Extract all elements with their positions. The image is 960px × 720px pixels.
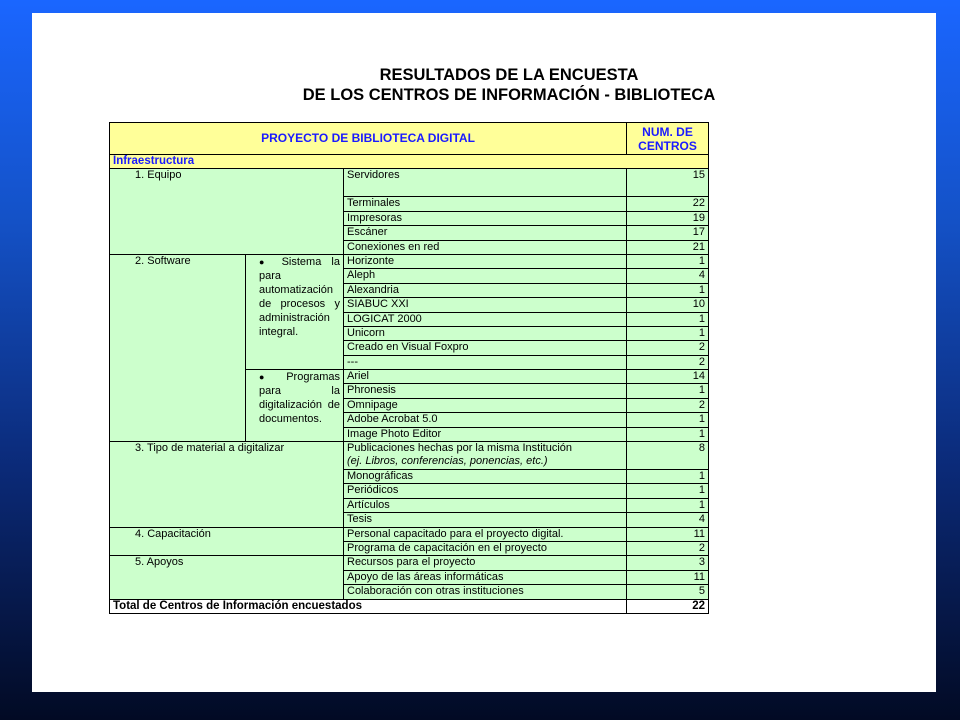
item-cell: Recursos para el proyecto (344, 556, 627, 570)
item-cell: Monográficas (344, 470, 627, 484)
table-row (110, 254, 709, 268)
count-cell: 19 (627, 211, 709, 225)
section-row (110, 155, 709, 169)
count-cell: 1 (627, 413, 709, 427)
total-label: Total de Centros de Información encuestados (110, 599, 627, 613)
item-cell: Apoyo de las áreas informáticas (344, 570, 627, 584)
item-cell: Programa de capacitación en el proyecto (344, 541, 627, 555)
title-line-1: RESULTADOS DE LA ENCUESTA (379, 66, 639, 84)
category-software: 2. Software (110, 254, 246, 441)
count-cell: 2 (627, 341, 709, 355)
count-cell: 14 (627, 370, 709, 384)
item-cell: Adobe Acrobat 5.0 (344, 413, 627, 427)
item-cell: Alexandria (344, 283, 627, 297)
survey-table (109, 122, 709, 614)
table-row (110, 527, 709, 541)
item-cell: Personal capacitado para el proyecto digital. (344, 527, 627, 541)
count-cell: 8 (627, 442, 709, 470)
category-capacitacion: 4. Capacitación (110, 527, 344, 556)
count-cell: 2 (627, 398, 709, 412)
count-cell: 4 (627, 513, 709, 527)
count-cell: 22 (627, 197, 709, 211)
table-row (110, 556, 709, 570)
item-cell (344, 442, 627, 470)
count-cell: 1 (627, 384, 709, 398)
item-cell: Terminales (344, 197, 627, 211)
count-cell: 21 (627, 240, 709, 254)
count-cell: 2 (627, 541, 709, 555)
item-cell: Ariel (344, 370, 627, 384)
item-cell: --- (344, 355, 627, 369)
title-line-2: DE LOS CENTROS DE INFORMACIÓN - BIBLIOTECA (302, 86, 716, 104)
section-label: Infraestructura (110, 155, 709, 169)
total-row (110, 599, 709, 613)
count-cell: 15 (627, 169, 709, 197)
count-cell: 1 (627, 498, 709, 512)
count-cell: 2 (627, 355, 709, 369)
item-cell: Conexiones en red (344, 240, 627, 254)
count-cell: 5 (627, 585, 709, 599)
count-cell: 1 (627, 484, 709, 498)
count-cell: 17 (627, 226, 709, 240)
count-cell: 1 (627, 312, 709, 326)
subcategory-sistema: ● Sistema la para automatización de procesos y administración integral. (246, 254, 344, 369)
header-count: NUM. DE CENTROS (627, 123, 709, 155)
header-row (110, 123, 709, 155)
header-project: PROYECTO DE BIBLIOTECA DIGITAL (110, 123, 627, 155)
count-cell: 4 (627, 269, 709, 283)
category-tipo-material: 3. Tipo de material a digitalizar (110, 442, 344, 528)
count-cell: 1 (627, 283, 709, 297)
count-cell: 11 (627, 570, 709, 584)
slide (32, 13, 936, 692)
item-note: (ej. Libros, conferencias, ponencias, etc.) (347, 455, 548, 468)
count-cell: 11 (627, 527, 709, 541)
item-cell: Phronesis (344, 384, 627, 398)
item-cell: Tesis (344, 513, 627, 527)
category-apoyos: 5. Apoyos (110, 556, 344, 599)
count-cell: 10 (627, 298, 709, 312)
item-cell: Creado en Visual Foxpro (344, 341, 627, 355)
count-cell: 1 (627, 326, 709, 340)
item-cell: Colaboración con otras instituciones (344, 585, 627, 599)
item-text: Publicaciones hechas por la misma Institución (347, 442, 573, 455)
category-equipo: 1. Equipo (110, 169, 344, 255)
count-cell: 1 (627, 470, 709, 484)
count-cell: 1 (627, 427, 709, 441)
item-cell: Artículos (344, 498, 627, 512)
count-cell: 3 (627, 556, 709, 570)
item-cell: Escáner (344, 226, 627, 240)
table-row (110, 169, 709, 197)
item-cell: Aleph (344, 269, 627, 283)
item-cell: Omnipage (344, 398, 627, 412)
item-cell: SIABUC XXI (344, 298, 627, 312)
slide-title (32, 65, 936, 105)
item-cell: Image Photo Editor (344, 427, 627, 441)
item-cell: LOGICAT 2000 (344, 312, 627, 326)
subcategory-programas: ● Programas para la digitalización de documentos. (246, 370, 344, 442)
count-cell: 1 (627, 254, 709, 268)
item-cell: Unicorn (344, 326, 627, 340)
item-cell: Impresoras (344, 211, 627, 225)
item-cell: Periódicos (344, 484, 627, 498)
item-cell: Servidores (344, 169, 627, 197)
total-count: 22 (627, 599, 709, 613)
item-cell: Horizonte (344, 254, 627, 268)
table-row (110, 442, 709, 470)
